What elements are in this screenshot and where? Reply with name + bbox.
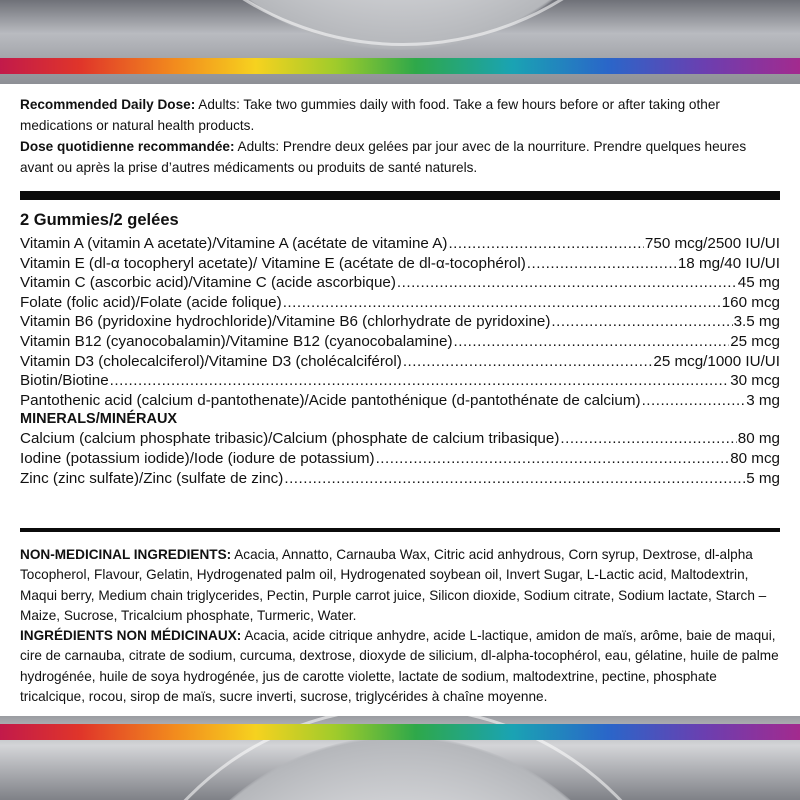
- dot-leader: [642, 391, 746, 411]
- nutrient-name: Pantothenic acid (calcium d-pantothenate)/Acide pantothénique (d-pantothénate de calcium): [20, 391, 641, 409]
- ingredients-english: [20, 545, 780, 626]
- dot-leader: [551, 312, 732, 332]
- nutrient-name: Vitamin E (dl-α tocopheryl acetate)/ Vitamine E (acétate de dl-α-tocophérol): [20, 254, 526, 272]
- nutrient-amount: 25 mcg/1000 IU/UI: [653, 352, 780, 370]
- divider-bottom: [20, 528, 780, 532]
- nutrient-amount: 30 mcg: [730, 372, 780, 390]
- vitamin-row: [20, 352, 780, 372]
- dose-section: [20, 94, 780, 178]
- vitamin-row: [20, 332, 780, 352]
- dose-french-text: Adults: Prendre deux gelées par jour avec de la nourriture. Prendre quelques heures avant ou après la prise d’autres médicaments ou produits de santé naturels.: [20, 139, 747, 175]
- nutrient-amount: 45 mg: [737, 274, 780, 292]
- vitamin-row: [20, 273, 780, 293]
- dot-leader: [454, 332, 730, 352]
- rainbow-stripe: [0, 58, 800, 74]
- nutrient-amount: 18 mg/40 IU/UI: [677, 254, 780, 272]
- bottom-decorative-band: [0, 716, 800, 800]
- vitamin-row: [20, 234, 780, 254]
- nutrient-amount: 160 mcg: [721, 293, 780, 311]
- mineral-row: [20, 469, 780, 489]
- nutrient-name: Vitamin B12 (cyanocobalamin)/Vitamine B12 (cyanocobalamine): [20, 332, 453, 350]
- dot-leader: [448, 234, 643, 254]
- nutrient-name: Vitamin C (ascorbic acid)/Vitamine C (acide ascorbique): [20, 274, 396, 292]
- silver-ring-graphic: [100, 0, 706, 46]
- ingredients-section: [20, 545, 780, 707]
- nutrient-name: Calcium (calcium phosphate tribasic)/Calcium (phosphate de calcium tribasique): [20, 430, 560, 448]
- dose-english-text: Adults: Take two gummies daily with food. Take a few hours before or after taking other medications or natural health products.: [20, 97, 720, 133]
- nutrient-amount: 3.5 mg: [733, 313, 780, 331]
- mineral-row: [20, 429, 780, 449]
- vitamin-row: [20, 391, 780, 411]
- ingredients-french: [20, 626, 780, 707]
- dose-english-label: Recommended Daily Dose:: [20, 97, 196, 112]
- ingredients-english-label: NON-MEDICINAL INGREDIENTS:: [20, 547, 232, 562]
- serving-heading: 2 Gummies/2 gelées: [20, 211, 179, 229]
- vitamin-row: [20, 371, 780, 391]
- dot-leader: [560, 429, 736, 449]
- nutrient-amount: 80 mg: [737, 430, 780, 448]
- nutrient-name: Zinc (zinc sulfate)/Zinc (sulfate de zinc): [20, 469, 284, 487]
- dot-leader: [527, 254, 677, 274]
- mineral-list: [20, 429, 780, 488]
- dot-leader: [284, 469, 745, 489]
- dose-french-label: Dose quotidienne recommandée:: [20, 139, 235, 154]
- nutrient-amount: 80 mcg: [730, 449, 780, 467]
- dot-leader: [283, 293, 721, 313]
- ingredients-french-label: INGRÉDIENTS NON MÉDICINAUX:: [20, 628, 242, 644]
- dot-leader: [376, 449, 730, 469]
- nutrient-name: Iodine (potassium iodide)/Iode (iodure de potassium): [20, 449, 375, 467]
- vitamin-row: [20, 254, 780, 274]
- divider-top: [20, 191, 780, 200]
- dot-leader: [403, 352, 653, 372]
- vitamin-list: [20, 234, 780, 410]
- dose-english: [20, 94, 780, 136]
- ingredients-english-text: Acacia, Annatto, Carnauba Wax, Citric acid anhydrous, Corn syrup, Dextrose, dl-alpha Tocopherol, Flavour, Gelatin, Hydrogenated palm oil, Hydrogenated soybean oil, Invert Sugar, L-Lactic acid, Maltodextrin, Maqui berry, Medium chain triglycerides, Pectin, Purple carrot juice, Silicon dioxide, Sodium citrate, Sodium lactate, Starch – Maize, Sucrose, Tricalcium phosphate, Turmeric, Water.: [20, 547, 767, 623]
- vitamin-row: [20, 293, 780, 313]
- dot-leader: [397, 273, 737, 293]
- vitamin-row: [20, 312, 780, 332]
- mineral-row: [20, 449, 780, 469]
- supplement-facts: [20, 209, 780, 488]
- ingredients-french-text: Acacia, acide citrique anhydre, acide L-lactique, amidon de maïs, arôme, baie de maqui, cire de carnauba, citrate de sodium, curcuma, dextrose, dioxyde de silicium, dl-alpha-tocophérol, eau, gélatine, huile de palme hydrogénée, huile de soya hydrogénée, jus de carotte violette, lactate de sodium, maltodextrine, pectine, phosphate tricalcique, rocou, sirop de maïs, sucre inverti, sucrose, triglycérides à chaîne moyenne.: [20, 628, 779, 705]
- nutrient-name: Folate (folic acid)/Folate (acide folique): [20, 293, 282, 311]
- nutrient-amount: 750 mcg/2500 IU/UI: [644, 235, 780, 252]
- minerals-heading: MINERALS/MINÉRAUX: [20, 411, 178, 428]
- rainbow-stripe: [0, 724, 800, 740]
- nutrient-name: Biotin/Biotine: [20, 372, 109, 390]
- nutrient-name: Vitamin A (vitamin A acetate)/Vitamine A (acétate de vitamine A): [20, 235, 448, 252]
- nutrient-amount: 25 mcg: [730, 332, 780, 350]
- nutrient-amount: 3 mg: [746, 391, 780, 409]
- dot-leader: [110, 371, 730, 391]
- nutrient-name: Vitamin B6 (pyridoxine hydrochloride)/Vitamine B6 (chlorhydrate de pyridoxine): [20, 313, 551, 331]
- nutrient-name: Vitamin D3 (cholecalciferol)/Vitamine D3 (cholécalciférol): [20, 352, 402, 370]
- dose-french: [20, 136, 780, 178]
- top-decorative-band: [0, 0, 800, 84]
- nutrient-amount: 5 mg: [746, 469, 780, 487]
